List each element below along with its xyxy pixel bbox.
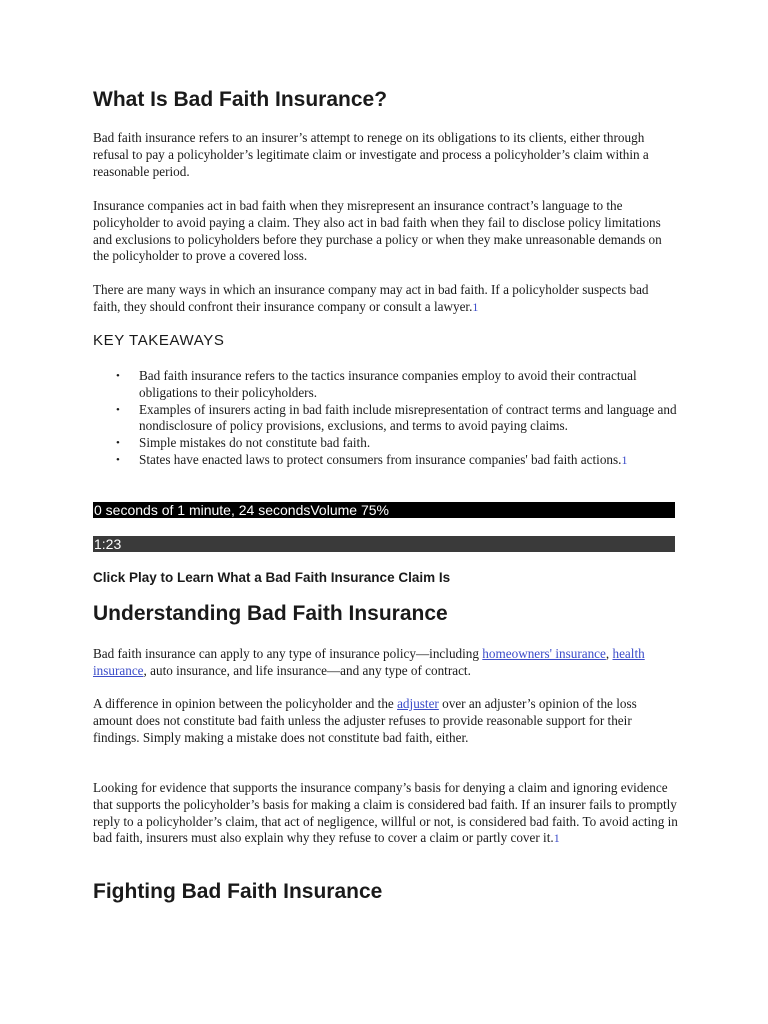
list-item bbox=[118, 452, 678, 469]
video-caption: Click Play to Learn What a Bad Faith Insurance Claim Is bbox=[93, 570, 451, 585]
list-item bbox=[118, 435, 678, 452]
bad-faith-acts-text: Insurance companies act in bad faith when they misrepresent an insurance contract’s language to the policyholder to avoid paying a claim. They also act in bad faith when they fail to disclose policy limitations and exclusions to policyholders before they purchase a policy or when they make unreasonable demands on the policyholder to prove a covered loss. bbox=[93, 198, 662, 264]
takeaway-text: Examples of insurers acting in bad faith include misrepresentation of contract terms and language and nondisclosure of policy provisions, exclusions, and terms to avoid paying claims. bbox=[139, 401, 677, 434]
types-text-b: , auto insurance, and life insurance—and any type of contract. bbox=[143, 662, 471, 678]
video-duration-bar[interactable]: 1:23 bbox=[93, 536, 675, 552]
citation-link[interactable]: 1 bbox=[553, 831, 560, 846]
health-insurance-link[interactable]: health insurance bbox=[93, 646, 645, 678]
key-takeaways-heading: KEY TAKEAWAYS bbox=[93, 332, 225, 349]
types-sep: , bbox=[605, 646, 613, 661]
takeaway-text: Simple mistakes do not constitute bad faith. bbox=[139, 435, 371, 451]
ways-text: There are many ways in which an insurance company may act in bad faith. If a policyholder suspects bad faith, they should confront their insurance company or consult a lawyer. bbox=[93, 282, 649, 314]
intro-paragraph bbox=[93, 130, 678, 180]
adjuster-link[interactable]: adjuster bbox=[397, 696, 439, 711]
citation-link[interactable]: 1 bbox=[472, 299, 479, 314]
evidence-text: Looking for evidence that supports the insurance company’s basis for denying a claim and ignoring evidence that supports the policyholder’s basis for making a claim is considered bad faith. If an insurer fails to promptly reply to a policyholder’s claim, that act of negligence, willful or not, is considered bad faith. To avoid acting in bad faith, insurers must also explain why they refuse to cover a claim or partly cover it. bbox=[93, 780, 678, 846]
ways-paragraph bbox=[93, 282, 678, 316]
video-progress-bar[interactable]: 0 seconds of 1 minute, 24 secondsVolume 75% bbox=[93, 502, 675, 518]
evidence-paragraph bbox=[93, 780, 678, 847]
page-title: What Is Bad Faith Insurance? bbox=[93, 88, 388, 111]
takeaway-text: Bad faith insurance refers to the tactics insurance companies employ to avoid their contractual obligations to their policyholders. bbox=[139, 368, 637, 400]
section-heading-fighting: Fighting Bad Faith Insurance bbox=[93, 880, 383, 903]
adjuster-text-a: A difference in opinion between the policyholder and the bbox=[93, 696, 398, 711]
list-item bbox=[118, 368, 678, 402]
section-heading-understanding: Understanding Bad Faith Insurance bbox=[93, 602, 448, 625]
types-text-a: Bad faith insurance can apply to any type of insurance policy—including bbox=[93, 646, 483, 661]
bad-faith-acts-paragraph bbox=[93, 198, 678, 265]
takeaway-text: States have enacted laws to protect consumers from insurance companies' bad faith actions. bbox=[139, 451, 622, 467]
list-item bbox=[118, 402, 678, 436]
types-paragraph bbox=[93, 646, 678, 680]
intro-text: Bad faith insurance refers to an insurer’s attempt to renege on its obligations to its clients, either through refusal to pay a policyholder’s legitimate claim or investigate and process a policyholder’s claim within a reasonable period. bbox=[93, 130, 649, 179]
citation-link[interactable]: 1 bbox=[621, 452, 628, 467]
adjuster-paragraph bbox=[93, 696, 678, 746]
key-takeaways-list bbox=[118, 368, 678, 469]
adjuster-text-b: over an adjuster’s opinion of the loss amount does not constitute bad faith unless the adjuster refuses to provide reasonable support for their findings. Simply making a mistake does not constitute bad faith, either. bbox=[93, 696, 637, 745]
homeowners-insurance-link[interactable]: homeowners' insurance bbox=[482, 646, 606, 661]
